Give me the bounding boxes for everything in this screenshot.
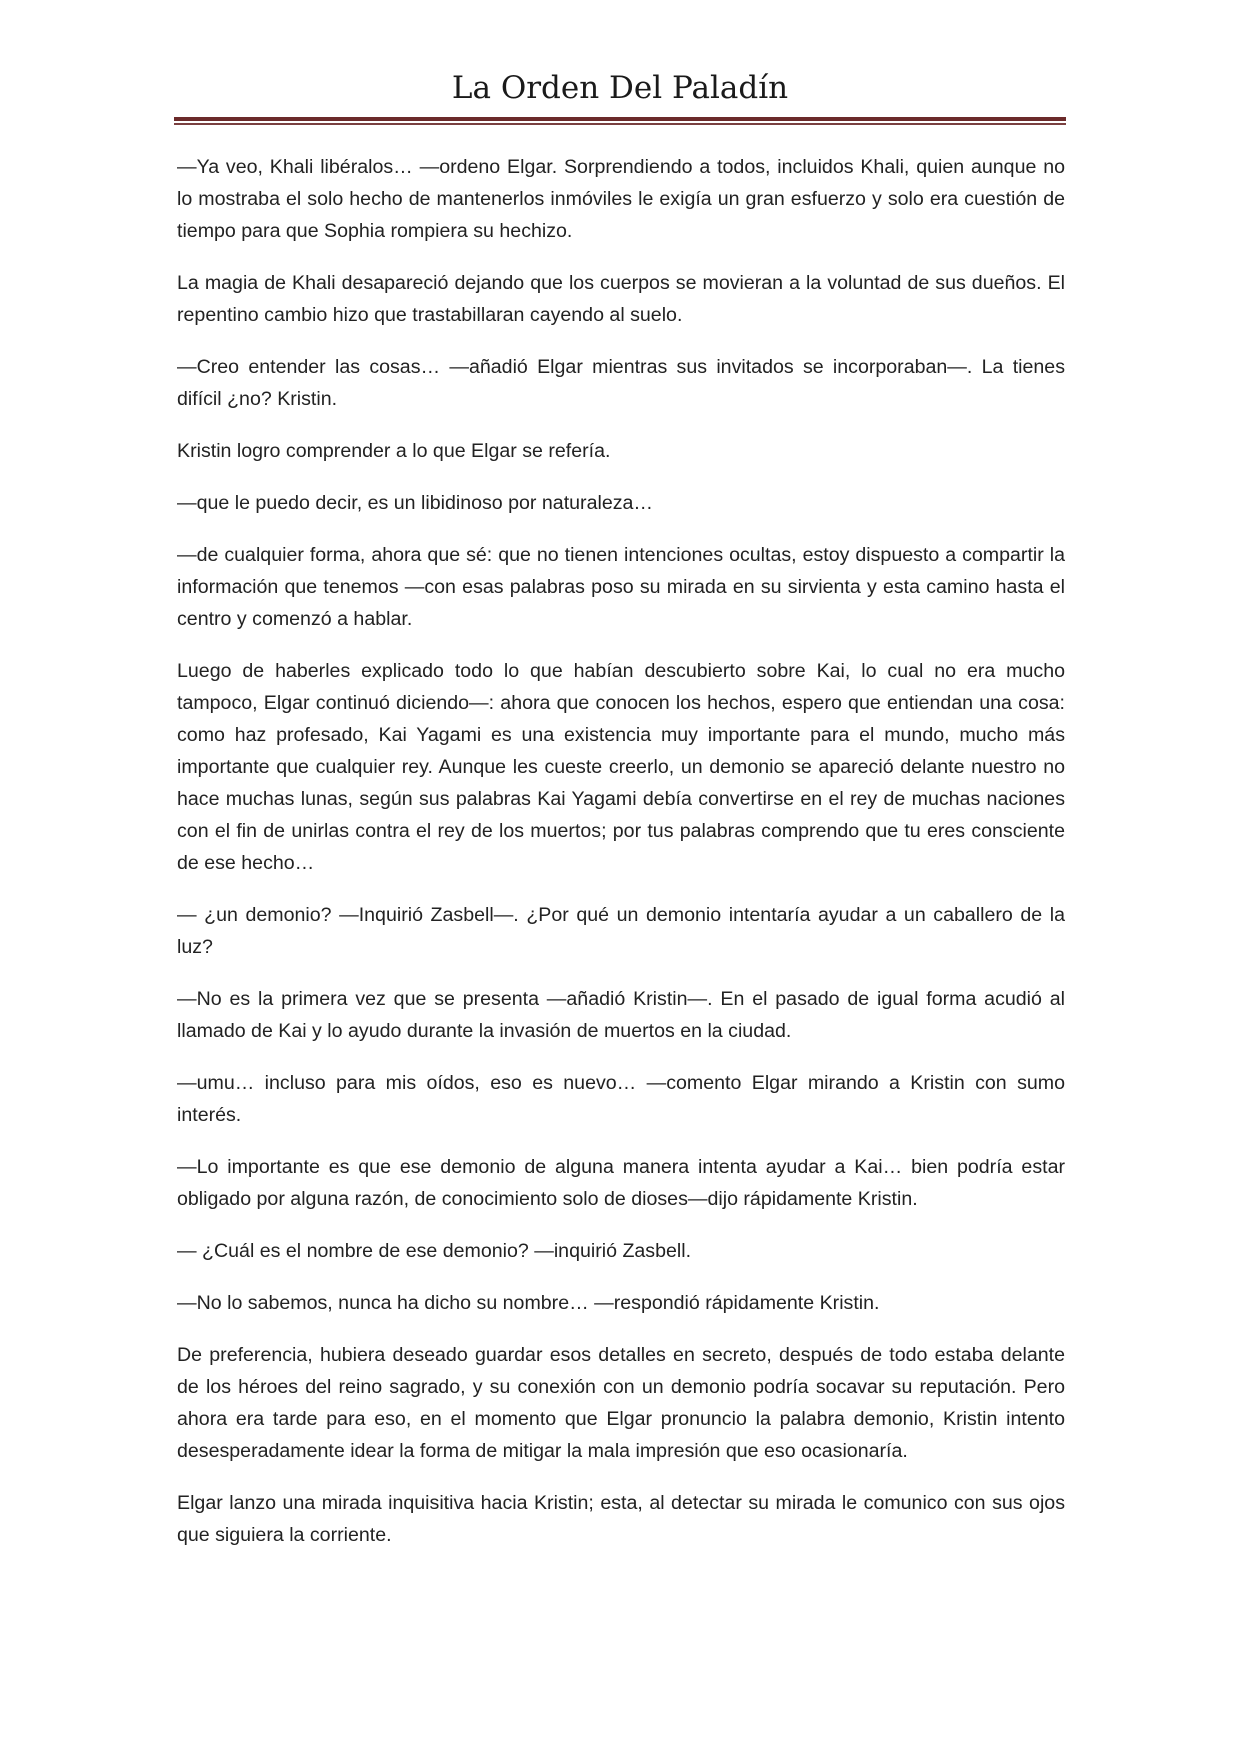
paragraph-5: —que le puedo decir, es un libidinoso por naturaleza… (177, 492, 653, 514)
page-header-title: La Orden Del Paladín (451, 70, 789, 106)
paragraph-11: —Lo importante es que ese demonio de alguna manera intenta ayudar a Kai… bien podría estar obligado por alguna razón, de conocimiento solo de dioses—dijo rápidamente Kristin. (177, 1156, 1065, 1210)
paragraph-9: —No es la primera vez que se presenta —añadió Kristin—. En el pasado de igual forma acudió al llamado de Kai y lo ayudo durante la invasión de muertos en la ciudad. (177, 988, 1065, 1042)
header-rule-thin (174, 123, 1066, 125)
paragraph-10: —umu… incluso para mis oídos, eso es nuevo… —comento Elgar mirando a Kristin con sumo interés. (177, 1072, 1065, 1126)
paragraph-12: — ¿Cuál es el nombre de ese demonio? —inquirió Zasbell. (177, 1240, 692, 1262)
paragraph-4: Kristin logro comprender a lo que Elgar se refería. (177, 440, 611, 462)
paragraph-7: Luego de haberles explicado todo lo que habían descubierto sobre Kai, lo cual no era mucho tampoco, Elgar continuó diciendo—: ahora que conocen los hechos, espero que entiendan una cosa: como haz profesado, Kai Yagami es una existencia muy importante para el mundo, mucho más importante que cualquier rey. Aunque les cueste creerlo, un demonio se apareció delante nuestro no hace muchas lunas, según sus palabras Kai Yagami debía convertirse en el rey de muchas naciones con el fin de unirlas contra el rey de los muertos; por tus palabras comprendo que tu eres consciente de ese hecho… (177, 660, 1065, 874)
paragraph-8: — ¿un demonio? —Inquirió Zasbell—. ¿Por qué un demonio intentaría ayudar a un caballero de la luz? (177, 904, 1065, 958)
paragraph-14: De preferencia, hubiera deseado guardar esos detalles en secreto, después de todo estaba delante de los héroes del reino sagrado, y su conexión con un demonio podría socavar su reputación. Pero ahora era tarde para eso, en el momento que Elgar pronuncio la palabra demonio, Kristin intento desesperadamente idear la forma de mitigar la mala impresión que eso ocasionaría. (177, 1344, 1065, 1462)
body-text (177, 151, 1065, 1571)
header-rule-thick (174, 117, 1066, 121)
paragraph-3: —Creo entender las cosas… —añadió Elgar mientras sus invitados se incorporaban—. La tienes difícil ¿no? Kristin. (177, 356, 1065, 410)
paragraph-2: La magia de Khali desapareció dejando que los cuerpos se movieran a la voluntad de sus dueños. El repentino cambio hizo que trastabillaran cayendo al suelo. (177, 272, 1065, 326)
paragraph-1: —Ya veo, Khali libéralos… —ordeno Elgar. Sorprendiendo a todos, incluidos Khali, quien aunque no lo mostraba el solo hecho de mantenerlos inmóviles le exigía un gran esfuerzo y solo era cuestión de tiempo para que Sophia rompiera su hechizo. (177, 156, 1065, 242)
paragraph-6: —de cualquier forma, ahora que sé: que no tienen intenciones ocultas, estoy dispuesto a compartir la información que tenemos —con esas palabras poso su mirada en su sirvienta y esta camino hasta el centro y comenzó a hablar. (177, 544, 1065, 630)
paragraph-15: Elgar lanzo una mirada inquisitiva hacia Kristin; esta, al detectar su mirada le comunico con sus ojos que siguiera la corriente. (177, 1492, 1065, 1546)
paragraph-13: —No lo sabemos, nunca ha dicho su nombre… —respondió rápidamente Kristin. (177, 1292, 880, 1314)
